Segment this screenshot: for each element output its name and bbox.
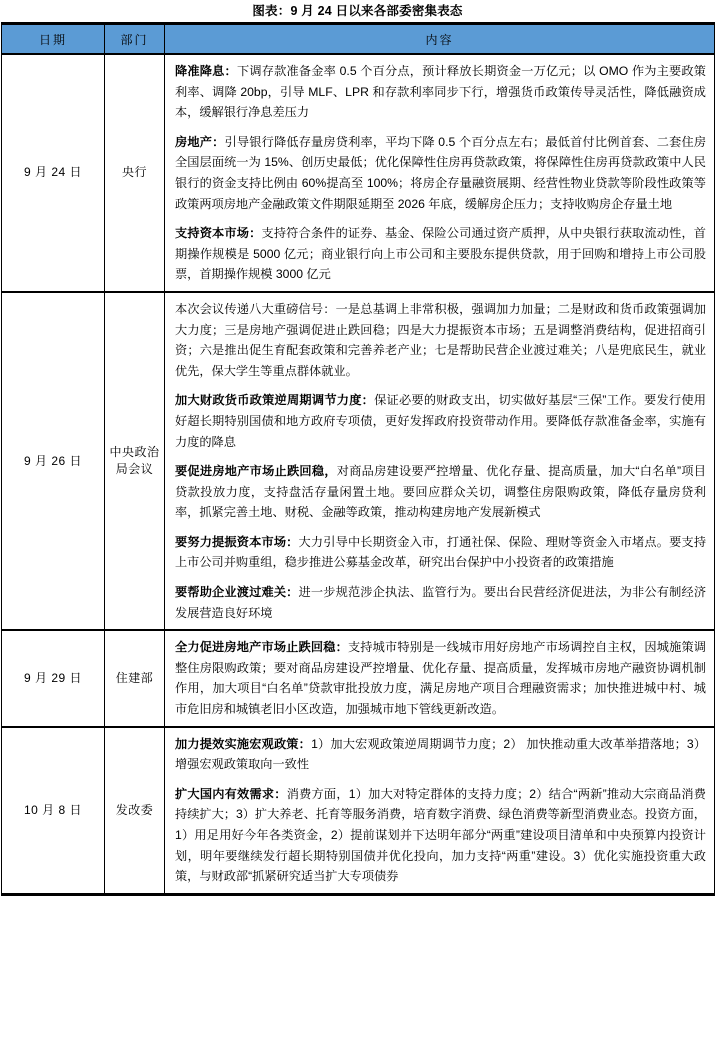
content-paragraph [175, 637, 706, 719]
row-dept [105, 630, 165, 726]
paragraph-text: 1）加大宏观政策逆周期调节力度；2） 加快推动重大改革举措落地；3）增强宏观政策取向一致性 [175, 736, 707, 772]
page-title: 图表：9 月 24 日以来各部委密集表态 [252, 4, 463, 18]
table-header [2, 24, 715, 55]
row-dept [105, 54, 165, 292]
row-date: 9 月 24 日 [2, 54, 105, 292]
paragraph-lead: 扩大国内有效需求： [175, 786, 287, 801]
paragraph-text: 大力引导中长期资金入市，打通社保、保险、理财等资金入市堵点。要支持上市公司并购重组，稳步推进公募基金改革，研究出台保护中小投资者的政策措施 [175, 534, 707, 570]
row-dept-label: 发改委 [115, 802, 154, 817]
table-row [2, 727, 715, 895]
content-paragraph [175, 532, 706, 573]
table-row [2, 292, 715, 630]
row-date: 10 月 8 日 [2, 727, 105, 895]
row-content [165, 727, 715, 895]
content-paragraph [175, 390, 706, 452]
row-dept-label: 央行 [121, 165, 147, 180]
content-paragraph [175, 132, 706, 214]
paragraph-lead: 房地产： [175, 134, 225, 149]
paragraph-lead: 加大财政货币政策逆周期调节力度： [175, 393, 375, 408]
row-content [165, 292, 715, 630]
column-header-date: 日期 [2, 24, 105, 55]
paragraph-text: 引导银行降低存量房贷利率，平均下降 0.5 个百分点左右；最低首付比例首套、二套住房全国层面统一为 15%、创历史最低；优化保障性住房再贷款政策，将保障性住房再贷款政策中人民银行的资金支持比例由 60%提高至 100%；将房企存量融资展期、经营性物业贷款等阶段性政策等政策两项房地产金融政策文件期限延期至 2026 年底，缓解房企压力；支持收购房企存量土地 [175, 134, 707, 211]
paragraph-lead: 支持资本市场： [175, 226, 262, 241]
paragraph-text: 保证必要的财政支出，切实做好基层“三保”工作。要发行使用好超长期特别国债和地方政府专项债，更好发挥政府投资带动作用。要降低存款准备金率，实施有力度的降息 [175, 393, 706, 449]
row-date: 9 月 26 日 [2, 292, 105, 630]
row-dept [105, 727, 165, 895]
paragraph-lead: 降准降息： [175, 64, 237, 78]
paragraph-text: 进一步规范涉企执法、监管行为。要出台民营经济促进法，为非公有制经济发展营造良好环境 [175, 585, 707, 620]
table-row [2, 54, 715, 292]
paragraph-lead: 要促进房地产市场止跌回稳， [175, 464, 337, 479]
content-paragraph [175, 784, 706, 887]
paragraph-text: 对商品房建设要严控增量、优化存量、提高质量，加大“白名单”项目贷款投放力度，支持盘活存量闲置土地。要回应群众关切，调整住房限购政策，降低存量房贷利率，抓紧完善土地、财税、金融等政策，推动构建房地产发展新模式 [175, 464, 706, 520]
table-body [2, 54, 715, 894]
content-paragraph [175, 299, 706, 381]
column-header-dept: 部门 [105, 24, 165, 55]
row-content [165, 630, 715, 726]
column-header-content: 内容 [165, 24, 715, 55]
header-row [2, 24, 715, 55]
table-row [2, 630, 715, 726]
paragraph-text: 下调存款准备金率 0.5 个百分点，预计释放长期资金一万亿元；以 OMO 作为主要政策利率、调降 20bp，引导 MLF、LPR 和存款利率同步下行，增强货币政策传导灵活性，降低融资成本，缓解银行净息差压力 [175, 64, 706, 120]
paragraph-lead: 全力促进房地产市场止跌回稳： [175, 640, 348, 655]
policy-table [1, 22, 715, 896]
row-dept-label: 中央政治局会议 [109, 445, 160, 477]
paragraph-lead: 加力提效实施宏观政策： [175, 736, 312, 751]
content-paragraph [175, 61, 706, 123]
paragraph-text: 支持城市特别是一线城市用好房地产市场调控自主权，因城施策调整住房限购政策；要对商品房建设严控增量、优化存量、提高质量，发挥城市房地产融资协调机制作用，加大项目“白名单”贷款审批投放力度，满足房地产项目合理融资需求；加快推进城中村、城市危旧房和城镇老旧小区改造，加强城市地下管线更新改造。 [175, 640, 706, 717]
content-paragraph [175, 582, 706, 623]
paragraph-lead: 要努力提振资本市场： [175, 534, 299, 549]
paragraph-text: 支持符合条件的证券、基金、保险公司通过资产质押，从中央银行获取流动性，首期操作规模是 5000 亿元；商业银行向上市公司和主要股东提供贷款，用于回购和增持上市公司股票，首期操作规模 3000 亿元 [175, 226, 706, 282]
content-paragraph [175, 223, 706, 285]
row-content [165, 54, 715, 292]
paragraph-text: 本次会议传递八大重磅信号：一是总基调上非常积极，强调加力加量；二是财政和货币政策强调加大力度；三是房地产强调促进止跌回稳；四是大力提振资本市场；五是调整消费结构，促进招商引资；六是推出促生育配套政策和完善养老产业；七是帮助民营企业渡过难关；八是兜底民生，就业优先，保大学生等重点群体就业。 [175, 301, 706, 378]
row-date: 9 月 29 日 [2, 630, 105, 726]
row-dept-label: 住建部 [115, 670, 154, 685]
paragraph-lead: 要帮助企业渡过难关： [175, 585, 299, 600]
content-paragraph [175, 461, 706, 523]
content-paragraph [175, 734, 706, 775]
row-dept [105, 292, 165, 630]
paragraph-text: 消费方面，1）加大对特定群体的支持力度；2）结合“两新”推动大宗商品消费持续扩大；3）扩大养老、托育等服务消费，培育数字消费、绿色消费等新型消费业态。投资方面，1）用足用好今年各类资金，2）提前谋划并下达明年部分“两重”建设项目清单和中央预算内投资计划，明年要继续发行超长期特别国债并优化投向，加力支持“两重”建设。3）优化实施投资重大政策，与财政部“抓紧研究适当扩大专项债券 [175, 786, 706, 884]
